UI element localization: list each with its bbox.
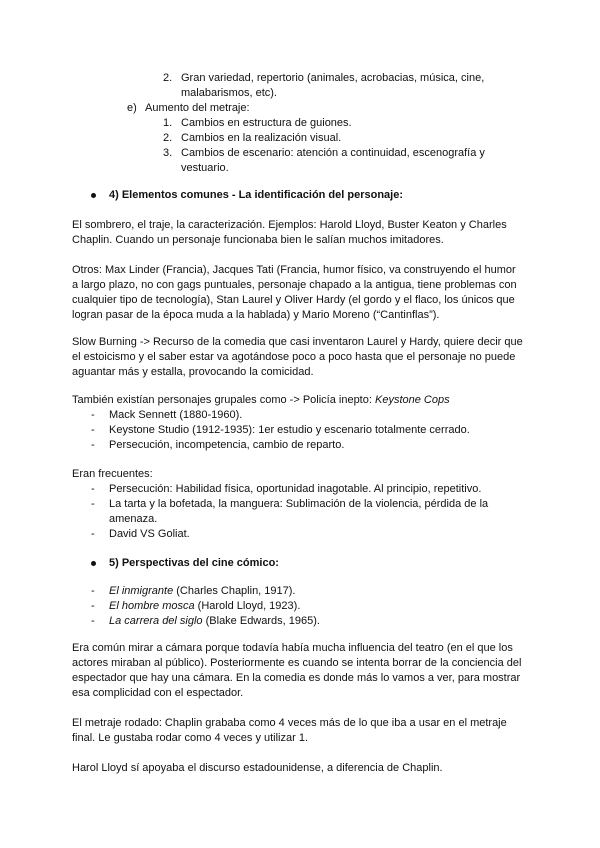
- paragraph-line: espectador que hay una cámara. En la comedia es donde más lo vamos a ver, para mostrar: [72, 672, 521, 684]
- list-item-text: David VS Goliat.: [109, 528, 190, 540]
- list-item-text: malabarismos, etc).: [181, 87, 277, 99]
- paragraph-line: Harol Lloyd sí apoyaba el discurso estadounidense, a diferencia de Chaplin.: [72, 762, 443, 774]
- paragraph-line: cualquier tipo de tecnología), Stan Laurel y Oliver Hardy (el gordo y el flaco, los únicos que: [72, 294, 515, 306]
- paragraph-line: [72, 393, 450, 408]
- list-item-text: amenaza.: [109, 513, 158, 525]
- list-number: 1.: [163, 117, 173, 129]
- bullet-icon: [91, 193, 96, 198]
- film-list-item: [109, 599, 300, 614]
- list-number: 3.: [163, 147, 173, 159]
- film-list-item: [109, 584, 296, 599]
- list-item-text: Mack Sennett (1880-1960).: [109, 409, 243, 421]
- dash-marker: -: [91, 615, 95, 627]
- paragraph-line: el estoicismo y el saber estar va agotándose poco a poco hasta que el personaje no puede: [72, 351, 516, 363]
- paragraph-line: Slow Burning -> Recurso de la comedia que casi inventaron Laurel y Hardy, quiere decir que: [72, 336, 523, 348]
- list-item-text: Cambios de escenario: atención a continuidad, escenografía y: [181, 147, 485, 159]
- film-details: (Harold Lloyd, 1923).: [194, 600, 301, 612]
- dash-marker: -: [91, 424, 95, 436]
- dash-marker: -: [91, 585, 95, 597]
- dash-marker: -: [91, 600, 95, 612]
- paragraph-line: El sombrero, el traje, la caracterización. Ejemplos: Harold Lloyd, Buster Keaton y Charles: [72, 219, 507, 231]
- film-title: El inmigrante: [109, 585, 174, 597]
- paragraph-line: logran pasar de la época muda a la hablada) y Mario Moreno (“Cantinflas”).: [72, 309, 440, 321]
- film-details: (Charles Chaplin, 1917).: [173, 585, 296, 597]
- paragraph-line: Chaplin. Cuando un personaje funcionaba bien le salían muchos imitadores.: [72, 234, 444, 246]
- paragraph-line: Era común mirar a cámara porque todavía había mucha influencia del teatro (en el que los: [72, 642, 513, 654]
- paragraph-text: También existían personajes grupales como -> Policía inepto:: [72, 394, 375, 406]
- list-number: 2.: [163, 72, 173, 84]
- paragraph-line: esa complicidad con el espectador.: [72, 687, 244, 699]
- list-item-text: Keystone Studio (1912-1935): 1er estudio y escenario totalmente cerrado.: [109, 424, 470, 436]
- paragraph-line: aguantar más y estalla, provocando la comicidad.: [72, 366, 314, 378]
- film-title: El hombre mosca: [109, 600, 195, 612]
- dash-marker: -: [91, 409, 95, 421]
- list-item-text: Cambios en la realización visual.: [181, 132, 342, 144]
- dash-marker: -: [91, 528, 95, 540]
- paragraph-line: actores miraban al público). Posteriormente es cuando se intenta borrar de la conciencia del: [72, 657, 522, 669]
- section-heading: 5) Perspectivas del cine cómico:: [109, 557, 279, 569]
- paragraph-line: Eran frecuentes:: [72, 468, 153, 480]
- paragraph-line: final. Le gustaba rodar como 4 veces y utilizar 1.: [72, 732, 309, 744]
- list-item-text: La tarta y la bofetada, la manguera: Sublimación de la violencia, pérdida de la: [109, 498, 489, 510]
- list-item-text: Persecución: Habilidad física, oportunidad inagotable. Al principio, repetitivo.: [109, 483, 482, 495]
- list-item-text: Gran variedad, repertorio (animales, acrobacias, música, cine,: [181, 72, 485, 84]
- list-letter: e): [127, 102, 137, 114]
- dash-marker: -: [91, 439, 95, 451]
- bullet-icon: [91, 561, 96, 566]
- film-title: La carrera del siglo: [109, 615, 203, 627]
- italic-term: Keystone Cops: [374, 394, 450, 406]
- paragraph-line: El metraje rodado: Chaplin grababa como 4 veces más de lo que iba a usar en el metraje: [72, 717, 507, 729]
- list-item-text: vestuario.: [181, 162, 229, 174]
- paragraph-line: Otros: Max Linder (Francia), Jacques Tati (Francia, humor físico, va construyendo el humor: [72, 264, 516, 276]
- dash-marker: -: [91, 483, 95, 495]
- film-details: (Blake Edwards, 1965).: [202, 615, 320, 627]
- section-heading: 4) Elementos comunes - La identificación del personaje:: [109, 189, 404, 201]
- dash-marker: -: [91, 498, 95, 510]
- list-number: 2.: [163, 132, 173, 144]
- list-item-text: Aumento del metraje:: [145, 102, 250, 114]
- list-item-text: Persecución, incompetencia, cambio de reparto.: [109, 439, 345, 451]
- film-list-item: [109, 614, 320, 629]
- paragraph-line: a largo plazo, no con gags puntuales, personaje chapado a la antigua, tiene problemas con: [72, 279, 517, 291]
- list-item-text: Cambios en estructura de guiones.: [181, 117, 352, 129]
